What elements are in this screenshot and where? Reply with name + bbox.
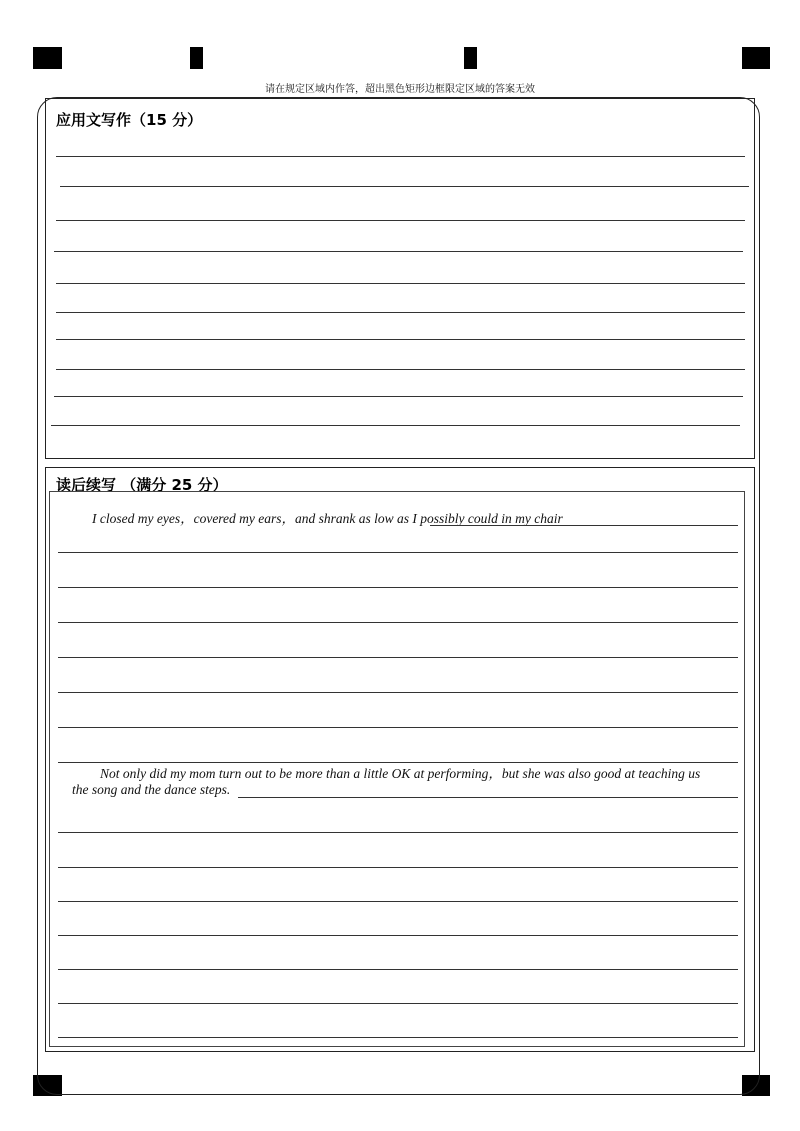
- writing-line: [56, 220, 745, 221]
- continuation-prompt-2-line1: Not only did my mom turn out to be more than a little OK at performing，but she was also good at teaching us: [100, 766, 701, 781]
- continuation-prompt-1: I closed my eyes，covered my ears，and shrank as low as I possibly could in my chair: [92, 511, 563, 526]
- writing-line: [238, 797, 738, 798]
- section1-heading: 应用文写作（15 分）: [56, 111, 203, 129]
- writing-line: [58, 935, 738, 936]
- writing-line: [58, 1003, 738, 1004]
- section1-box[interactable]: [45, 98, 755, 459]
- writing-line: [58, 622, 738, 623]
- writing-line: [58, 867, 738, 868]
- writing-line: [60, 186, 749, 187]
- writing-line: [58, 1037, 738, 1038]
- registration-mark-top-right: [742, 47, 770, 69]
- answer-area-notice: 请在规定区域内作答，超出黑色矩形边框限定区域的答案无效: [265, 84, 535, 95]
- registration-mark-top-left: [33, 47, 62, 69]
- registration-mark-top-1: [190, 47, 203, 69]
- continuation-prompt-2: [72, 766, 742, 798]
- writing-line: [56, 369, 745, 370]
- writing-line: [58, 762, 738, 763]
- writing-line: [54, 251, 743, 252]
- section2-writing-area[interactable]: [49, 491, 745, 1047]
- writing-line: [58, 692, 738, 693]
- writing-line: [56, 312, 745, 313]
- section2-heading: 读后续写 （满分 25 分）: [56, 476, 228, 494]
- registration-mark-top-2: [464, 47, 477, 69]
- writing-line: [58, 832, 738, 833]
- writing-line: [51, 425, 740, 426]
- writing-line: [58, 969, 738, 970]
- writing-line: [56, 283, 745, 284]
- writing-line: [58, 552, 738, 553]
- writing-line: [54, 396, 743, 397]
- continuation-prompt-2-line2: the song and the dance steps.: [72, 782, 231, 797]
- writing-line: [58, 657, 738, 658]
- writing-line: [56, 339, 745, 340]
- writing-line: [56, 156, 745, 157]
- writing-line: [58, 901, 738, 902]
- writing-line: [58, 727, 738, 728]
- writing-line: [58, 587, 738, 588]
- writing-line: [430, 525, 738, 526]
